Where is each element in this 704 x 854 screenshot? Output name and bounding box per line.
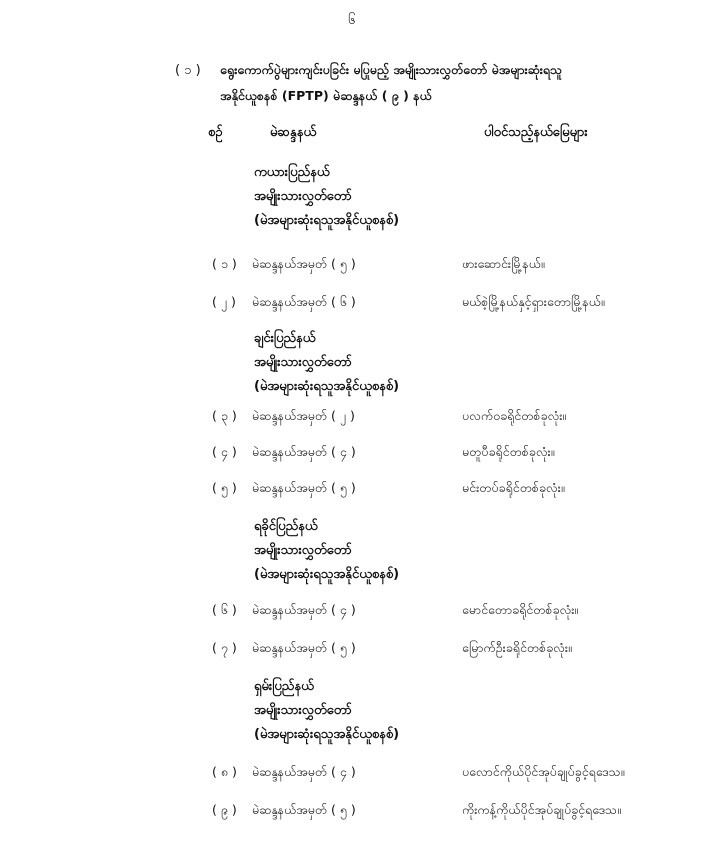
heading-line-1: ရွေးကောက်ပွဲများကျင်းပခြင်း မပြုမည့် အမျိုးသားလွှတ်တော် မဲအများဆုံးရသူ <box>220 62 563 77</box>
column-header-serial: စဉ် <box>208 125 223 140</box>
row-townships: မယ်စဲ့မြို့နယ်နှင့်ရှားတောမြို့နယ်။ <box>462 294 605 309</box>
row-townships: ကိုးကန့်ကိုယ်ပိုင်အုပ်ချုပ်ခွင့်ရဒေသ။ <box>462 802 621 817</box>
row-townships: ဖားဆောင်းမြို့နယ်။ <box>462 256 545 271</box>
row-townships: မတူပီခရိုင်တစ်ခုလုံး။ <box>462 444 555 459</box>
row-constituency: မဲဆန္ဒနယ်အမှတ် ( ၅ ) <box>252 480 356 495</box>
section-title-system: (မဲအများဆုံးရသူအနိုင်ယူစနစ်) <box>254 213 400 228</box>
row-number: ( ၉ ) <box>212 802 237 817</box>
row-number: ( ၁ ) <box>212 256 237 271</box>
section-title-house: အမျိုးသားလွှတ်တော် <box>254 189 352 204</box>
row-constituency: မဲဆန္ဒနယ်အမှတ် ( ၂ ) <box>252 408 355 423</box>
row-number: ( ၅ ) <box>212 480 237 495</box>
row-constituency: မဲဆန္ဒနယ်အမှတ် ( ၅ ) <box>252 802 356 817</box>
page-number: ၆ <box>348 13 356 28</box>
row-townships: ပလောင်ကိုယ်ပိုင်အုပ်ချုပ်ခွင့်ရဒေသ။ <box>462 764 625 779</box>
row-constituency: မဲဆန္ဒနယ်အမှတ် ( ၄ ) <box>252 602 356 617</box>
row-number: ( ၈ ) <box>212 764 237 779</box>
heading-number: ( ၁ ) <box>175 63 201 78</box>
row-constituency: မဲဆန္ဒနယ်အမှတ် ( ၅ ) <box>252 640 356 655</box>
row-constituency: မဲဆန္ဒနယ်အမှတ် ( ၄ ) <box>252 764 356 779</box>
row-townships: မြောက်ဦးခရိုင်တစ်ခုလုံး။ <box>462 640 572 655</box>
section-title-system: (မဲအများဆုံးရသူအနိုင်ယူစနစ်) <box>254 727 400 742</box>
section-title-house: အမျိုးသားလွှတ်တော် <box>254 543 352 558</box>
row-townships: မောင်တောခရိုင်တစ်ခုလုံး။ <box>462 602 579 617</box>
section-title-state: ချင်းပြည်နယ် <box>254 331 316 346</box>
row-townships: ပလက်ဝခရိုင်တစ်ခုလုံး။ <box>462 408 567 423</box>
row-number: ( ၆ ) <box>212 602 237 617</box>
section-title-house: အမျိုးသားလွှတ်တော် <box>254 703 352 718</box>
column-header-townships: ပါဝင်သည့်နယ်မြေများ <box>484 125 588 140</box>
column-header-constituency: မဲဆန္ဒနယ် <box>270 125 317 140</box>
section-title-state: ကယားပြည်နယ် <box>254 165 330 180</box>
section-title-house: အမျိုးသားလွှတ်တော် <box>254 355 352 370</box>
row-number: ( ၂ ) <box>212 294 236 309</box>
row-number: ( ၃ ) <box>212 408 237 423</box>
row-townships: မင်းတပ်ခရိုင်တစ်ခုလုံး။ <box>462 480 565 495</box>
section-title-system: (မဲအများဆုံးရသူအနိုင်ယူစနစ်) <box>254 379 400 394</box>
heading-line-2: အနိုင်ယူစနစ် (FPTP) မဲဆန္ဒနယ် ( ၉ ) နယ် <box>220 88 432 103</box>
row-number: ( ၇ ) <box>212 640 237 655</box>
section-title-system: (မဲအများဆုံးရသူအနိုင်ယူစနစ်) <box>254 567 400 582</box>
row-constituency: မဲဆန္ဒနယ်အမှတ် ( ၅ ) <box>252 256 356 271</box>
row-constituency: မဲဆန္ဒနယ်အမှတ် ( ၄ ) <box>252 444 356 459</box>
row-number: ( ၄ ) <box>212 444 237 459</box>
section-title-state: ရှမ်းပြည်နယ် <box>254 679 314 694</box>
section-title-state: ရခိုင်ပြည်နယ် <box>254 519 318 534</box>
row-constituency: မဲဆန္ဒနယ်အမှတ် ( ၆ ) <box>252 294 356 309</box>
